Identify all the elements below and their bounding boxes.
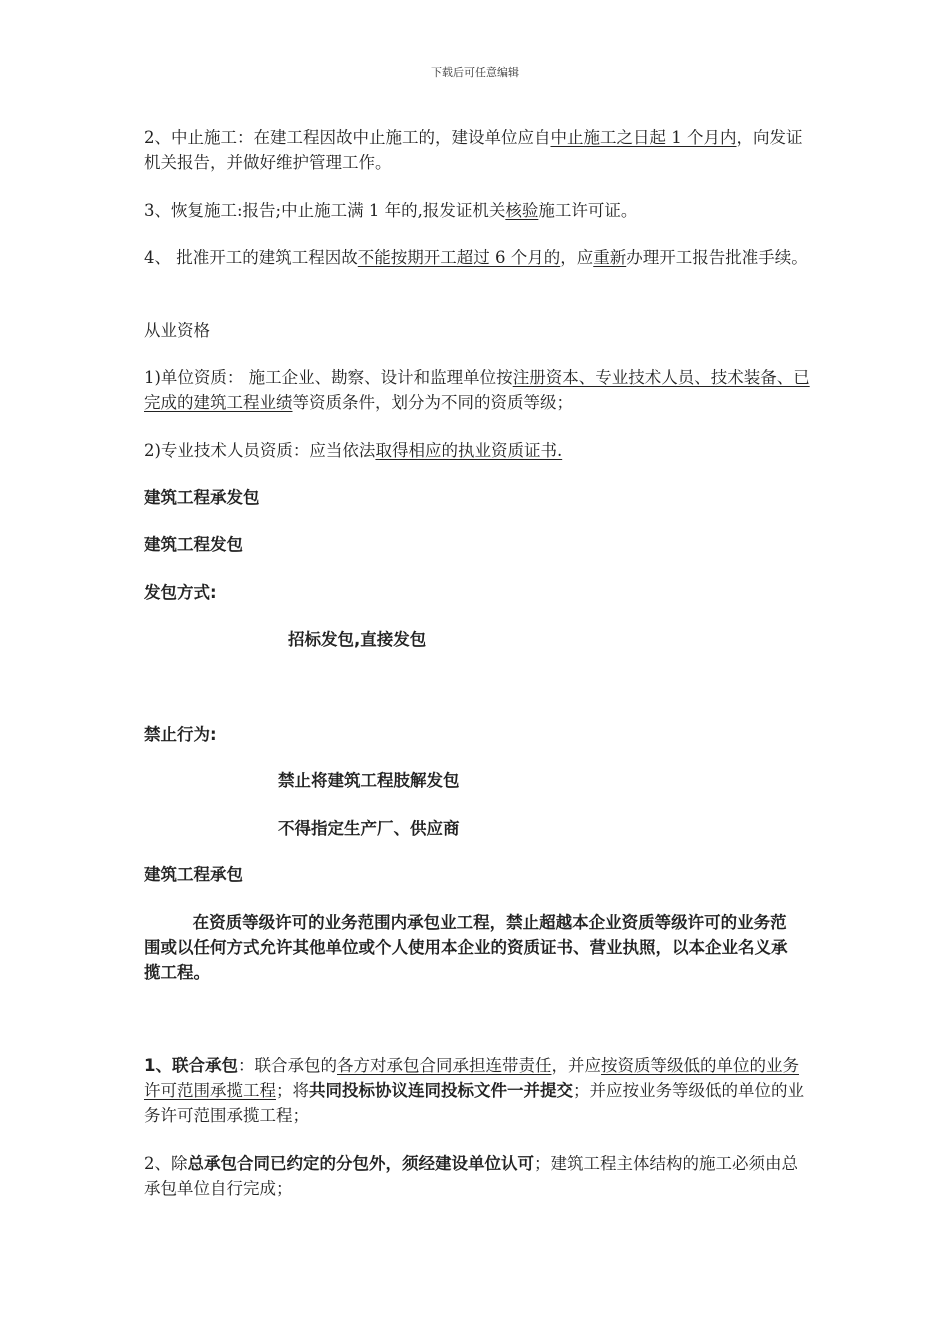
heading-undertaking: 建筑工程承包 (144, 865, 243, 884)
paragraph-approved-start: 4、 批准开工的建筑工程因故不能按期开工超过 6 个月的，应重新办理开工报告批准手续。 (144, 248, 808, 267)
heading-prohibited: 禁止行为: (144, 725, 217, 744)
paragraph-joint-contracting: 1、联合承包：联合承包的各方对承包合同承担连带责任，并应按资质等级低的单位的业务许可范围承揽工程；将共同投标协议连同投标文件一并提交；并应按业务等级低的单位的业务许可范围承揽工程； (144, 1056, 804, 1125)
paragraph-staff-qualification: 2)专业技术人员资质：应当依法取得相应的执业资质证书. (144, 441, 563, 460)
prohibited-item-2: 不得指定生产厂、供应商 (278, 819, 460, 838)
paragraph-undertaking: 在资质等级许可的业务范围内承包业工程，禁止超越本企业资质等级许可的业务范围或以任何方式允许其他单位或个人使用本企业的资质证书、营业执照，以本企业名义承揽工程。 (144, 913, 788, 982)
page-header: 下载后可任意编辑 (431, 66, 519, 79)
paragraph-resume-construction: 3、恢复施工:报告;中止施工满 1 年的,报发证机关核验施工许可证。 (144, 201, 638, 220)
heading-method: 发包方式: (144, 583, 217, 602)
heading-qualification: 从业资格 (144, 321, 210, 340)
heading-contracting: 建筑工程承发包 (144, 488, 260, 507)
heading-issuing: 建筑工程发包 (144, 535, 243, 554)
paragraph-suspend-construction: 2、中止施工：在建工程因故中止施工的，建设单位应自中止施工之日起 1 个月内，向发证机关报告，并做好维护管理工作。 (144, 128, 803, 172)
underlined-deadline: 中止施工之日起 1 个月内 (550, 128, 737, 147)
prohibited-item-1: 禁止将建筑工程肢解发包 (278, 771, 460, 790)
paragraph-unit-qualification: 1)单位资质： 施工企业、勘察、设计和监理单位按注册资本、专业技术人员、技术装备、已完成的建筑工程业绩等资质条件，划分为不同的资质等级； (144, 368, 810, 412)
method-value: 招标发包,直接发包 (288, 630, 427, 649)
paragraph-subcontracting: 2、除总承包合同已约定的分包外，须经建设单位认可；建筑工程主体结构的施工必须由总承包单位自行完成； (144, 1154, 798, 1198)
